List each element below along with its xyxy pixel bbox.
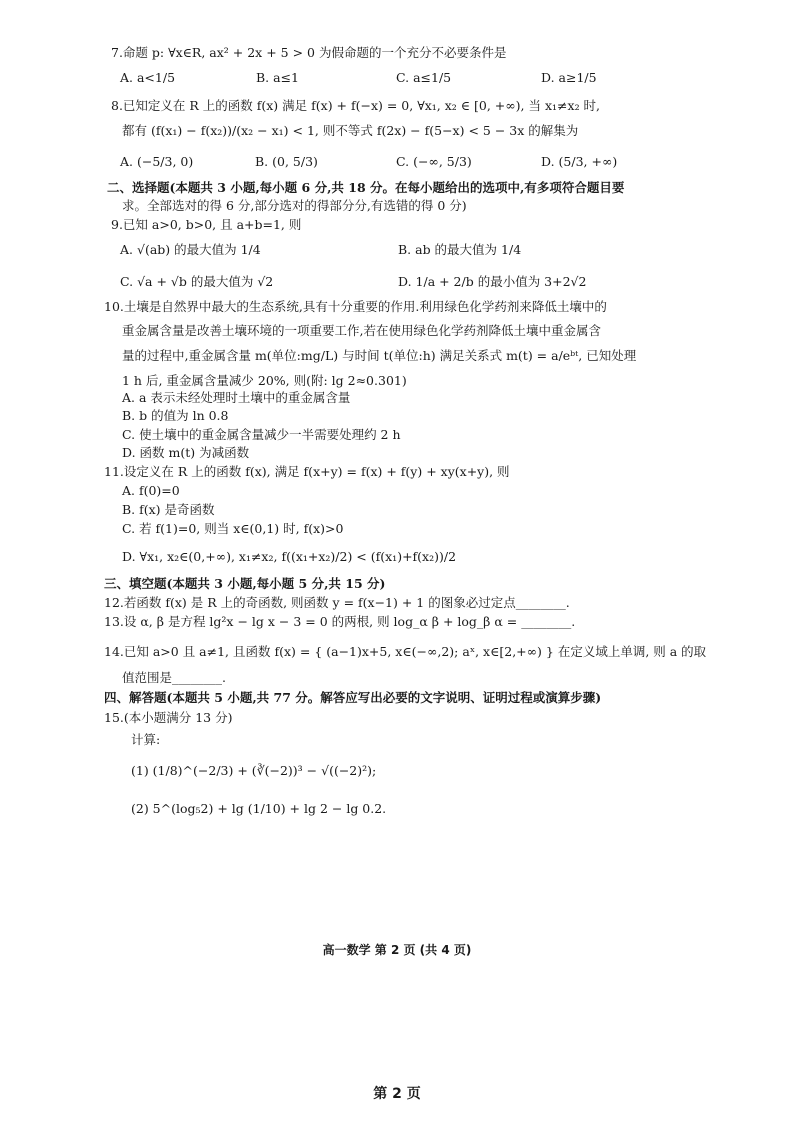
q10-line2: 重金属含量是改善土壤环境的一项重要工作,若在使用绿色化学药剂降低土壤中重金属含: [122, 323, 601, 338]
q9-option-d: D. 1/a + 2/b 的最小值为 3+2√2: [398, 274, 587, 289]
q9-stem: 9.已知 a>0, b>0, 且 a+b=1, 则: [111, 217, 302, 232]
q9-option-b: B. ab 的最大值为 1/4: [398, 242, 522, 257]
q7-option-d: D. a≥1/5: [541, 70, 597, 85]
q15-title: 15.(本小题满分 13 分): [104, 710, 233, 725]
q7-option-c: C. a≤1/5: [396, 70, 452, 85]
q13: 13.设 α, β 是方程 lg²x − lg x − 3 = 0 的两根, 则 log_α β + log_β α = ________.: [104, 614, 576, 629]
q14-line2: 值范围是________.: [122, 670, 226, 685]
q8-option-b: B. (0, 5/3): [255, 154, 318, 169]
page-number: 第 2 页: [373, 1086, 421, 1102]
q10-option-d: D. 函数 m(t) 为减函数: [122, 445, 250, 460]
q11-stem: 11.设定义在 R 上的函数 f(x), 满足 f(x+y) = f(x) + f(y) + xy(x+y), 则: [104, 464, 510, 479]
q10-line4: 1 h 后, 重金属含量减少 20%, 则(附: lg 2≈0.301): [122, 373, 407, 388]
q15-part2: (2) 5^(log₅2) + lg (1/10) + lg 2 − lg 0.2.: [131, 801, 387, 816]
section3-heading: 三、填空题(本题共 3 小题,每小题 5 分,共 15 分): [104, 576, 386, 591]
q8-option-c: C. (−∞, 5/3): [396, 154, 472, 169]
q9-option-c: C. √a + √b 的最大值为 √2: [120, 274, 274, 289]
q14-line1: 14.已知 a>0 且 a≠1, 且函数 f(x) = { (a−1)x+5, x∈(−∞,2); aˣ, x∈[2,+∞) } 在定义域上单调, 则 a 的取: [104, 644, 707, 659]
q11-option-a: A. f(0)=0: [122, 483, 180, 498]
q10-option-b: B. b 的值为 ln 0.8: [122, 408, 229, 423]
q7-option-b: B. a≤1: [256, 70, 300, 85]
q11-option-b: B. f(x) 是奇函数: [122, 502, 215, 517]
q8-line1: 8.已知定义在 R 上的函数 f(x) 满足 f(x) + f(−x) = 0, ∀x₁, x₂ ∈ [0, +∞), 当 x₁≠x₂ 时,: [111, 98, 601, 113]
q7-option-a: A. a<1/5: [120, 70, 176, 85]
q10-line3: 量的过程中,重金属含量 m(单位:mg/L) 与时间 t(单位:h) 满足关系式 m(t) = a/eᵇᵗ, 已知处理: [122, 348, 637, 363]
page-footer: 高一数学 第 2 页 (共 4 页): [322, 943, 472, 957]
q10-option-c: C. 使土壤中的重金属含量减少一半需要处理约 2 h: [122, 427, 401, 442]
q12: 12.若函数 f(x) 是 R 上的奇函数, 则函数 y = f(x−1) + 1 的图象必过定点________.: [104, 595, 570, 610]
q8-line2: 都有 (f(x₁) − f(x₂))/(x₂ − x₁) < 1, 则不等式 f(2x) − f(5−x) < 5 − 3x 的解集为: [122, 123, 579, 138]
q15-part1: (1) (1/8)^(−2/3) + (∛(−2))³ − √((−2)²);: [131, 763, 377, 778]
q9-option-a: A. √(ab) 的最大值为 1/4: [120, 242, 261, 257]
q15-prompt: 计算:: [131, 732, 161, 747]
section2-heading-line2: 求。全部选对的得 6 分,部分选对的得部分分,有选错的得 0 分): [122, 198, 467, 213]
section4-heading: 四、解答题(本题共 5 小题,共 77 分。解答应写出必要的文字说明、证明过程或演算步骤): [104, 690, 602, 705]
q8-option-d: D. (5/3, +∞): [541, 154, 618, 169]
q8-option-a: A. (−5/3, 0): [120, 154, 194, 169]
q10-line1: 10.土壤是自然界中最大的生态系统,具有十分重要的作用.利用绿色化学药剂来降低土壤中的: [104, 299, 607, 314]
q11-option-d: D. ∀x₁, x₂∈(0,+∞), x₁≠x₂, f((x₁+x₂)/2) < (f(x₁)+f(x₂))/2: [122, 549, 457, 564]
q7-stem: 7.命题 p: ∀x∈R, ax² + 2x + 5 > 0 为假命题的一个充分不必要条件是: [111, 45, 507, 60]
section2-heading-line1: 二、选择题(本题共 3 小题,每小题 6 分,共 18 分。在每小题给出的选项中,有多项符合题目要: [107, 180, 625, 195]
q10-option-a: A. a 表示未经处理时土壤中的重金属含量: [122, 390, 351, 405]
q11-option-c: C. 若 f(1)=0, 则当 x∈(0,1) 时, f(x)>0: [122, 521, 344, 536]
